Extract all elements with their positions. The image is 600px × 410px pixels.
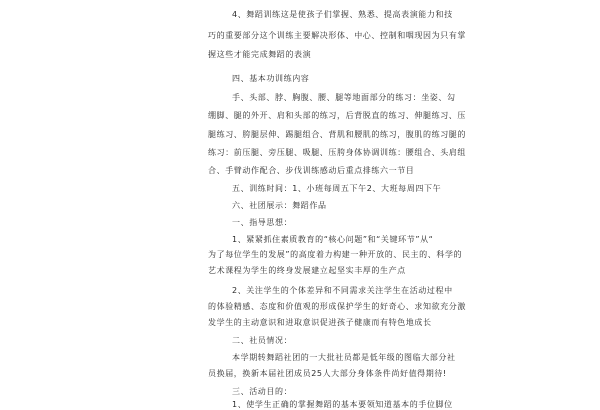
paragraph-line: 艺术课程为学生的终身发展建立起坚实丰厚的生产点 xyxy=(208,266,406,275)
paragraph-line: 合、手臂动作配合、步伐训练感动后重点排练六一节目 xyxy=(208,166,415,175)
section-heading: 六、社团展示：舞蹈作品 xyxy=(232,201,327,210)
paragraph-line: 本学期转舞蹈社团的一大批社员都是低年级的图临大部分社 xyxy=(232,353,456,362)
paragraph-line: 的体验精感、态度和价值观的形成保护学生的好奇心、求知欲充分激 xyxy=(208,302,466,311)
paragraph-line: 绷脚、腿的外开、肩和头部的练习，后背脱直的练习、伸腿练习、压 xyxy=(208,111,466,120)
section-heading: 三、活动目的： xyxy=(232,387,293,396)
paragraph-line: 腿练习、胯腿层伸、踢腿组合、背肌和腰肌的练习，腹肌的练习腿的 xyxy=(208,130,466,139)
paragraph-line: 4、舞蹈训练这是使孩子们掌握、熟悉、提高表演能力和技 xyxy=(232,10,453,19)
section-heading: 二、社员情况： xyxy=(232,336,293,345)
paragraph-line: 1、使学生正确的掌握舞蹈的基本要领知道基本的手位脚位 xyxy=(232,400,453,409)
paragraph-line: 发学生的主动意识和进取意识促进孩子健康而有特色地成长 xyxy=(208,318,432,327)
paragraph-line: 1、紧紧抓住素质教育的“核心问题”和“关键环节”从“ xyxy=(232,235,434,244)
section-heading: 五、训练时间：1、小班每周五下午2、大班每周四下午 xyxy=(232,184,442,193)
section-heading: 一、指导思想： xyxy=(232,218,293,227)
paragraph-line: 为了每位学生的发展”的高度着力构建一种开放的、民主的、科学的 xyxy=(208,250,463,259)
paragraph-line: 2、关注学生的个体差异和不同需求关注学生在活动过程中 xyxy=(232,286,453,295)
paragraph-line: 员换届，换新本届社团成员25人大部分身体条件尚好值得期待! xyxy=(208,369,447,378)
section-heading: 四、基本功训练内容 xyxy=(232,74,310,83)
paragraph-line: 巧的重要部分这个训练主要解决形体、中心、控制和咽现因为只有掌 xyxy=(208,31,466,40)
paragraph-line: 握这些才能完成舞蹈的表演 xyxy=(208,50,312,59)
paragraph-line: 手、头部、脖、胸腹、腰、腿等地面部分的练习：坐姿、勾 xyxy=(232,93,456,102)
paragraph-line: 练习：前压腿、旁压腿、吸腿、压胯身体协调训练：腰组合、头肩组 xyxy=(208,148,466,157)
